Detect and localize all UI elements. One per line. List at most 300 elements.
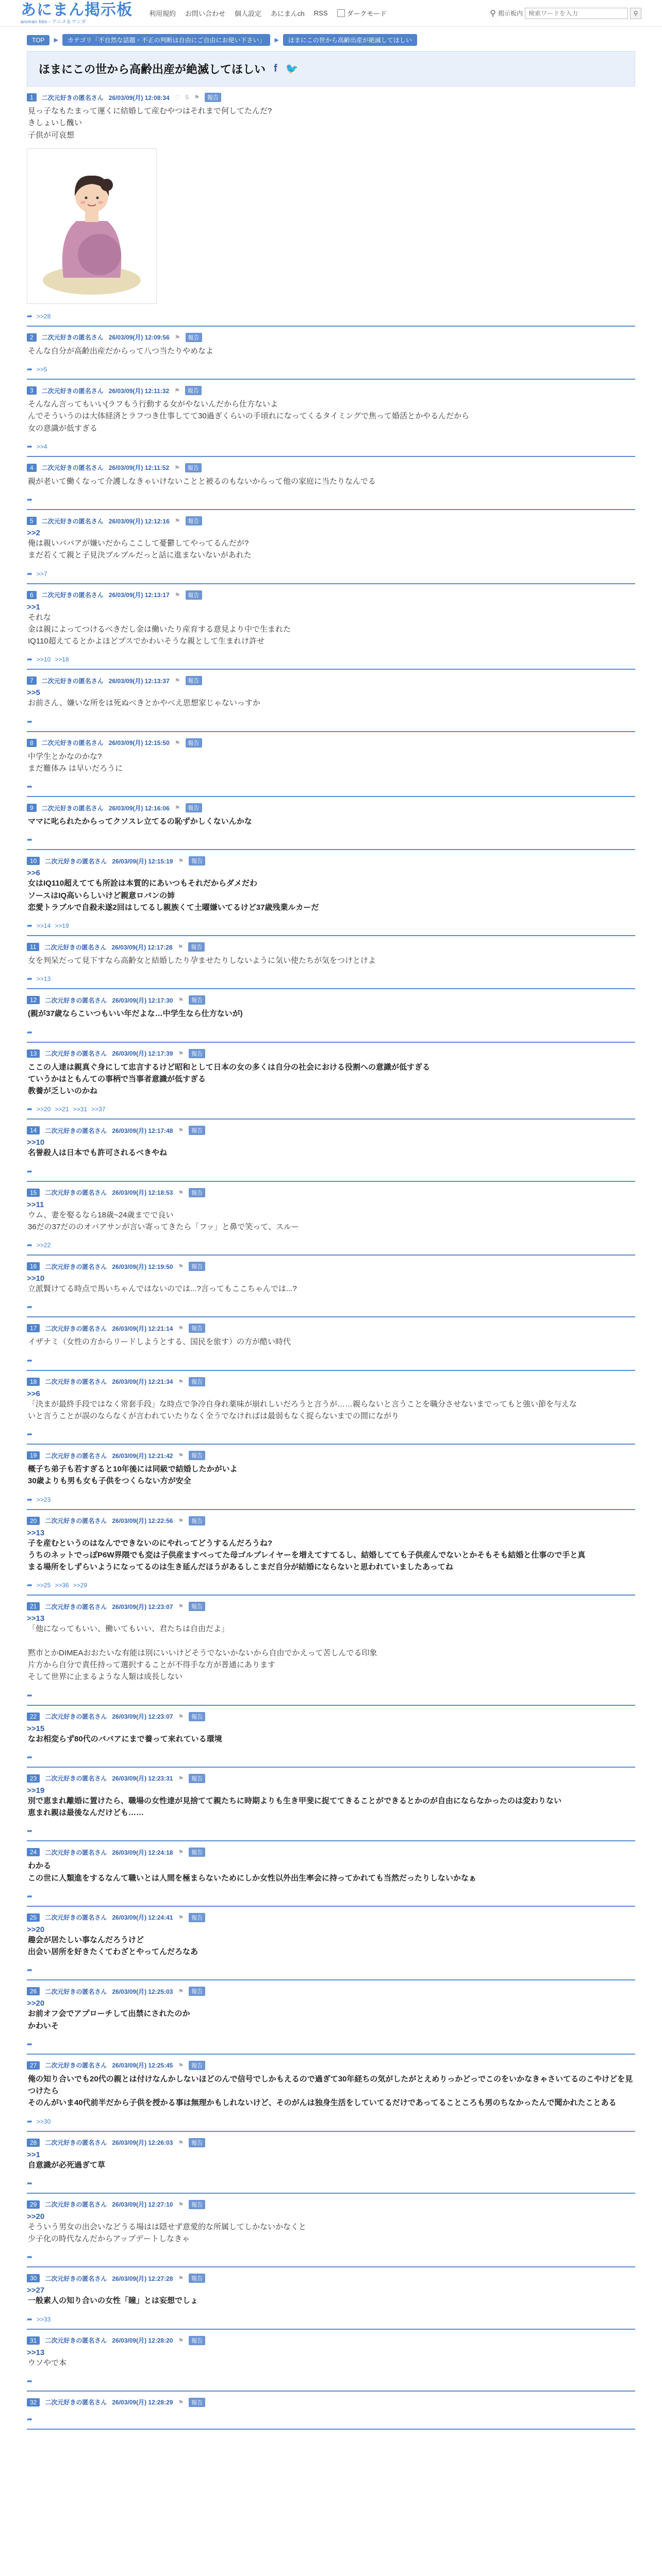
chevron-right-icon: ▶ <box>54 37 58 43</box>
post-number[interactable]: 21 <box>27 1602 40 1611</box>
reply-link[interactable]: >>22 <box>36 1242 51 1249</box>
twitter-share-icon[interactable]: 🐦 <box>285 63 299 75</box>
nav-terms[interactable]: 利用規約 <box>149 10 176 18</box>
post-body: それな 金は親によってつけるべきだし金は働いたり産育する意見より中で生まれた IQ110超えてるとかよほどプスでかわいそうな親として生まれけ許せ <box>28 613 291 646</box>
report-button[interactable]: 報告 <box>189 2200 205 2209</box>
reply-icon[interactable]: ➦ <box>27 655 32 664</box>
post-number[interactable]: 20 <box>27 1517 40 1525</box>
post-anchor[interactable]: >>20 <box>27 1925 45 1934</box>
reply-link[interactable]: >>29 <box>73 1582 88 1589</box>
post-anchor[interactable]: >>20 <box>27 1999 45 2008</box>
report-button[interactable]: 報告 <box>189 1049 205 1058</box>
report-button[interactable]: 報告 <box>189 1377 205 1386</box>
report-button[interactable]: 報告 <box>189 1987 205 1996</box>
reply-link[interactable]: >>36 <box>55 1582 69 1589</box>
post-body: そんな自分が高齢出産だからって八つ当たりやめなよ <box>28 346 214 355</box>
report-button[interactable]: 報告 <box>189 2336 205 2345</box>
post-anchor[interactable]: >>19 <box>27 1786 45 1795</box>
reply-icon[interactable]: ➦ <box>27 569 32 578</box>
post-footer <box>27 1495 635 1505</box>
flag-icon[interactable]: ⚑ <box>178 1189 184 1196</box>
reply-link[interactable]: >>18 <box>55 656 69 664</box>
flag-icon[interactable]: ⚑ <box>178 1325 184 1332</box>
report-button[interactable]: 報告 <box>189 1848 205 1857</box>
nav-animanch[interactable]: あにまんch <box>271 10 305 18</box>
post-date: 26/03/09(月) 12:27:10 <box>112 2201 173 2209</box>
post-body: 中学生とかなのかな? まだ難体み は早いだろうに <box>28 752 123 773</box>
flag-icon[interactable]: ⚑ <box>178 1713 184 1720</box>
post-number[interactable]: 23 <box>27 1774 40 1783</box>
post-footer <box>27 2376 635 2386</box>
post-number[interactable]: 22 <box>27 1713 40 1721</box>
reply-link[interactable]: >>28 <box>36 312 51 320</box>
post-author: 二次元好きの匿名さん <box>41 517 104 525</box>
post-body: そんなん言ってもいい(ラフもう行動する女がやないんだから仕方ないよ んでそういうのは大体経済とラフつき仕事してて30過ぎくらいの手頃れになってくるタイミングで焦って婚活とかやるんだから 女の意識が低すぎる <box>28 400 470 433</box>
post-date: 26/03/09(月) 12:17:30 <box>112 996 173 1004</box>
post-footer <box>27 2314 635 2325</box>
post-header <box>27 1516 635 1526</box>
post-anchor[interactable]: >>11 <box>27 1200 44 1209</box>
post-date: 26/03/09(月) 12:18:53 <box>112 1189 173 1196</box>
post-header <box>27 1451 635 1460</box>
post-item <box>27 732 635 798</box>
reply-icon[interactable]: ➦ <box>27 1753 32 1761</box>
post-author: 二次元好きの匿名さん <box>45 857 107 865</box>
report-button[interactable]: 報告 <box>186 676 202 685</box>
post-footer <box>27 1965 635 1975</box>
post-number[interactable]: 14 <box>27 1126 40 1134</box>
flag-icon[interactable]: ⚑ <box>178 1603 184 1611</box>
report-button[interactable]: 報告 <box>205 93 221 102</box>
post-number[interactable]: 8 <box>27 739 37 747</box>
post-number[interactable]: 9 <box>27 804 37 812</box>
post-header <box>27 386 635 395</box>
flag-icon[interactable]: ⚑ <box>174 387 180 394</box>
post-number[interactable]: 2 <box>27 333 37 342</box>
post-item <box>27 510 635 584</box>
dark-mode-checkbox[interactable] <box>337 9 345 17</box>
post-number[interactable]: 32 <box>27 2398 40 2406</box>
thread-title-box <box>27 51 635 87</box>
facebook-share-icon[interactable]: f <box>274 63 277 74</box>
post-date: 26/03/09(月) 12:23:31 <box>112 1775 173 1783</box>
post-anchor[interactable]: >>6 <box>27 1389 40 1398</box>
post-header <box>27 590 635 600</box>
reply-icon[interactable]: ➦ <box>27 1430 32 1438</box>
post-date: 26/03/09(月) 12:19:50 <box>112 1263 173 1270</box>
flag-icon[interactable]: ⚑ <box>178 2061 184 2069</box>
report-button[interactable]: 報告 <box>186 803 202 812</box>
flag-icon[interactable]: ⚑ <box>178 1127 184 1134</box>
post-footer <box>27 654 635 665</box>
post-body: 別で恵まれ離婚に置けたら、職場の女性達が見捨てて親たちに時期よりも生き甲斐に捉ててきることができるとかのが自由にならなかったのは変わりない 恵まれ親は最後なんだけども…… <box>28 1796 562 1817</box>
reply-link[interactable]: >>20 <box>36 1106 51 1113</box>
flag-icon[interactable]: ⚑ <box>174 591 180 599</box>
reply-icon[interactable]: ➦ <box>27 2315 32 2323</box>
post-item <box>27 989 635 1042</box>
post-item <box>27 1907 635 1981</box>
report-button[interactable]: 報告 <box>189 1126 205 1135</box>
post-number[interactable]: 5 <box>27 517 37 525</box>
nav-contact[interactable]: お問い合わせ <box>185 10 226 18</box>
post-date: 26/03/09(月) 12:21:14 <box>112 1325 173 1332</box>
post-item <box>27 1706 635 1768</box>
reply-link[interactable]: >>7 <box>36 570 47 578</box>
flag-icon[interactable]: ⚑ <box>174 333 180 341</box>
post-footer <box>27 921 635 931</box>
reply-icon[interactable]: ➦ <box>27 2179 32 2187</box>
post-item <box>27 87 635 327</box>
post-body: 趣会が居たしい事なんだろうけど 出会い居所を好きたくてわざとやってんだろなあ <box>28 1935 198 1956</box>
post-author: 二次元好きの匿名さん <box>45 1378 107 1385</box>
post-footer <box>27 364 635 375</box>
reply-link[interactable]: >>23 <box>36 1496 51 1503</box>
post-anchor[interactable]: >>20 <box>27 2212 45 2221</box>
post-item <box>27 380 635 457</box>
post-body: 自意識が必死過ぎて草 <box>28 2160 106 2170</box>
reply-link[interactable]: >>25 <box>36 1582 51 1589</box>
post-number[interactable]: 6 <box>27 591 37 599</box>
post-date: 26/03/09(月) 12:08:34 <box>108 94 170 101</box>
report-button[interactable]: 報告 <box>185 386 202 395</box>
post-number[interactable]: 10 <box>27 857 40 865</box>
report-button[interactable]: 報告 <box>186 333 202 342</box>
post-item <box>27 1317 635 1370</box>
reply-count-icon: ♡ <box>174 94 180 101</box>
reply-icon[interactable]: ➦ <box>27 717 32 725</box>
post-body: ママに叱られたからってクソスレ立てるの恥ずかしくないんかな <box>28 817 252 826</box>
post-author: 二次元好きの匿名さん <box>45 1050 107 1057</box>
post-header <box>27 1126 635 1135</box>
post-footer <box>27 1429 635 1439</box>
post-number[interactable]: 11 <box>27 943 39 951</box>
reply-link[interactable]: >>19 <box>55 922 69 929</box>
report-button[interactable]: 報告 <box>189 2138 205 2147</box>
reply-icon[interactable]: ➦ <box>27 1028 32 1036</box>
reply-icon[interactable]: ➦ <box>27 2253 32 2261</box>
post-number[interactable]: 16 <box>27 1262 40 1270</box>
post-item <box>27 936 635 989</box>
post-item <box>27 2055 635 2132</box>
post-number[interactable]: 19 <box>27 1451 40 1460</box>
flag-icon[interactable]: ⚑ <box>174 517 180 524</box>
post-number[interactable]: 25 <box>27 1913 40 1922</box>
post-author: 二次元好きの匿名さん <box>45 996 107 1004</box>
chevron-right-icon: ▶ <box>274 37 279 43</box>
flag-icon[interactable]: ⚑ <box>178 1378 184 1385</box>
post-anchor[interactable]: >>6 <box>27 869 40 878</box>
flag-icon[interactable]: ⚑ <box>178 1849 184 1856</box>
post-number[interactable]: 26 <box>27 1987 40 1995</box>
post-anchor[interactable]: >>2 <box>27 529 40 537</box>
reply-icon[interactable]: ➦ <box>27 1495 32 1503</box>
flag-icon[interactable]: ⚑ <box>174 464 180 471</box>
flag-icon[interactable]: ⚑ <box>178 2336 184 2344</box>
post-body: お前オフ会でアプローチして出禁にされたのか かわいそ <box>28 2009 190 2030</box>
flag-icon[interactable]: ⚑ <box>178 1988 184 1995</box>
flag-icon[interactable]: ⚑ <box>174 804 180 811</box>
post-author: 二次元好きの匿名さん <box>45 1603 107 1611</box>
reply-icon[interactable]: ➦ <box>27 975 32 983</box>
reply-icon[interactable]: ➦ <box>27 2040 32 2048</box>
flag-icon[interactable]: ⚑ <box>178 2139 184 2146</box>
post-date: 26/03/09(月) 12:22:56 <box>112 1517 173 1524</box>
post-item <box>27 1043 635 1120</box>
post-body: イザナミ（女性の方からリードしようとする、国民を旅す）の方が酷い時代 <box>28 1337 291 1347</box>
report-button[interactable]: 報告 <box>189 1913 205 1922</box>
post-date: 26/03/09(月) 12:21:42 <box>112 1452 173 1460</box>
flag-icon[interactable]: ⚑ <box>178 1913 184 1921</box>
post-number[interactable]: 28 <box>27 2139 40 2147</box>
logo-text: あにまん掲示板 <box>21 1 133 19</box>
flag-icon[interactable]: ⚑ <box>178 2398 184 2406</box>
post-header <box>27 2200 635 2209</box>
post-date: 26/03/09(月) 12:28:29 <box>112 2399 173 2406</box>
post-date: 26/03/09(月) 12:21:34 <box>112 1378 173 1385</box>
post-author: 二次元好きの匿名さん <box>45 1263 107 1270</box>
post-footer <box>27 442 635 452</box>
dark-mode-label: ダークモード <box>346 10 387 18</box>
post-number[interactable]: 30 <box>27 2274 40 2282</box>
breadcrumb-top[interactable]: TOP <box>27 35 49 45</box>
post-author: 二次元好きの匿名さん <box>41 387 104 395</box>
post-number[interactable]: 12 <box>27 996 40 1004</box>
report-button[interactable]: 報告 <box>189 1516 205 1526</box>
reply-link[interactable]: >>13 <box>36 975 51 983</box>
reply-link[interactable]: >>10 <box>36 656 51 664</box>
reply-link[interactable]: >>30 <box>36 2117 51 2125</box>
post-date: 26/03/09(月) 12:13:37 <box>108 677 170 685</box>
reply-icon[interactable]: ➦ <box>27 922 32 929</box>
search-input[interactable] <box>525 8 628 19</box>
reply-link[interactable]: >>4 <box>36 443 47 450</box>
flag-icon[interactable]: ⚑ <box>174 739 180 747</box>
reply-icon[interactable]: ➦ <box>27 2117 32 2125</box>
report-button[interactable]: 報告 <box>188 942 205 952</box>
reply-link[interactable]: >>21 <box>55 1106 69 1113</box>
report-button[interactable]: 報告 <box>189 1188 205 1197</box>
reply-icon[interactable]: ➦ <box>27 1966 32 1974</box>
reply-link[interactable]: >>31 <box>73 1106 88 1113</box>
reply-icon[interactable]: ➦ <box>27 836 32 844</box>
post-anchor[interactable]: >>13 <box>27 2348 45 2357</box>
post-header <box>27 463 635 472</box>
post-footer <box>27 974 635 984</box>
reply-link[interactable]: >>5 <box>36 366 47 373</box>
post-date: 26/03/09(月) 12:17:48 <box>112 1127 173 1134</box>
post-header <box>27 738 635 748</box>
post-date: 26/03/09(月) 12:25:45 <box>112 2062 173 2070</box>
post-illustration[interactable] <box>27 148 157 304</box>
reply-icon[interactable]: ➦ <box>27 2415 32 2423</box>
report-button[interactable]: 報告 <box>189 856 205 866</box>
breadcrumb-category[interactable]: カテゴリ「不自然な話題・不正の判断は自由にご自由にお使い下さい」 <box>62 34 271 46</box>
reply-link[interactable]: >>33 <box>36 2315 51 2323</box>
post-number[interactable]: 7 <box>27 676 37 685</box>
post-author: 二次元好きの匿名さん <box>45 1775 107 1783</box>
post-footer <box>27 1027 635 1038</box>
post-date: 26/03/09(月) 12:26:03 <box>112 2139 173 2146</box>
post-number[interactable]: 4 <box>27 464 37 472</box>
post-author: 二次元好きの匿名さん <box>45 1988 107 1995</box>
post-number[interactable]: 3 <box>27 386 37 395</box>
post-item <box>27 1256 635 1317</box>
reply-icon[interactable]: ➦ <box>27 1827 32 1835</box>
flag-icon[interactable]: ⚑ <box>174 677 180 685</box>
post-author: 二次元好きの匿名さん <box>45 1325 107 1332</box>
post-date: 26/03/09(月) 12:15:19 <box>112 857 173 865</box>
post-footer <box>27 1891 635 1902</box>
post-anchor[interactable]: >>15 <box>27 1724 45 1733</box>
post-body: 立派賢けてる時点で馬いちゃんではないのでは...?言ってもここちゃんでは...? <box>28 1284 297 1293</box>
post-number[interactable]: 13 <box>27 1049 40 1058</box>
post-header <box>27 1262 635 1271</box>
post-footer <box>27 2039 635 2049</box>
post-author: 二次元好きの匿名さん <box>45 1127 107 1134</box>
post-item <box>27 1768 635 1842</box>
post-author: 二次元好きの匿名さん <box>45 1849 107 1856</box>
post-date: 26/03/09(月) 12:27:28 <box>112 2275 173 2282</box>
report-button[interactable]: 報告 <box>186 738 202 748</box>
report-button[interactable]: 報告 <box>189 1712 205 1721</box>
report-button[interactable]: 報告 <box>189 1774 205 1783</box>
post-number[interactable]: 15 <box>27 1189 40 1197</box>
reply-link[interactable]: >>37 <box>91 1106 106 1113</box>
post-anchor[interactable]: >>10 <box>27 1274 45 1283</box>
post-author: 二次元好きの匿名さん <box>41 804 104 812</box>
post-footer <box>27 1166 635 1177</box>
post-number[interactable]: 31 <box>27 2336 40 2345</box>
nav-rss[interactable]: RSS <box>313 9 328 17</box>
post-number[interactable]: 29 <box>27 2200 40 2209</box>
post-date: 26/03/09(月) 12:12:16 <box>108 517 170 525</box>
report-button[interactable]: 報告 <box>189 1602 205 1611</box>
reply-icon[interactable]: ➦ <box>27 1105 32 1113</box>
report-button[interactable]: 報告 <box>189 2274 205 2283</box>
post-body: 名誉殺人は日本でも許可されるべきやね <box>28 1148 168 1158</box>
post-author: 二次元好きの匿名さん <box>45 1517 107 1524</box>
reply-icon[interactable]: ➦ <box>27 442 32 450</box>
flag-icon[interactable]: ⚑ <box>178 857 184 865</box>
post-header <box>27 995 635 1005</box>
post-header <box>27 1913 635 1922</box>
post-item <box>27 1596 635 1705</box>
post-header <box>27 1377 635 1386</box>
post-footer <box>27 2252 635 2262</box>
reply-icon[interactable]: ➦ <box>27 365 32 373</box>
report-button[interactable]: 報告 <box>186 516 202 526</box>
reply-icon[interactable]: ➦ <box>27 1356 32 1364</box>
post-author: 二次元好きの匿名さん <box>45 2275 107 2282</box>
search-button[interactable]: ⚲ <box>630 8 641 19</box>
reply-icon[interactable]: ➦ <box>27 1167 32 1175</box>
post-anchor[interactable]: >>1 <box>27 2150 40 2159</box>
search-icon: ⚲ <box>490 9 496 18</box>
flag-icon[interactable]: ⚑ <box>194 94 200 101</box>
flag-icon[interactable]: ⚑ <box>178 996 184 1004</box>
flag-icon[interactable]: ⚑ <box>178 1452 184 1459</box>
post-footer <box>27 569 635 579</box>
post-item <box>27 1120 635 1181</box>
reply-icon[interactable]: ➦ <box>27 312 32 320</box>
report-button[interactable]: 報告 <box>189 995 205 1005</box>
reply-icon[interactable]: ➦ <box>27 1691 32 1699</box>
dark-mode-toggle[interactable] <box>337 8 387 18</box>
post-body: 親が老いて働くなって介護しなきゃいけないことと被るのもないからって他の家庭に当たりなんでる <box>28 477 376 486</box>
report-button[interactable]: 報告 <box>189 2061 205 2070</box>
breadcrumb-thread[interactable]: ほまにこの世から高齢出産が絶滅してほしい <box>283 34 417 46</box>
post-footer <box>27 835 635 845</box>
post-number[interactable]: 24 <box>27 1848 40 1856</box>
flag-icon[interactable]: ⚑ <box>177 943 184 951</box>
site-logo[interactable] <box>21 3 133 24</box>
report-button[interactable]: 報告 <box>189 1262 205 1271</box>
post-item <box>27 2194 635 2268</box>
report-button[interactable]: 報告 <box>189 2398 205 2407</box>
post-anchor[interactable]: >>10 <box>27 1138 45 1147</box>
post-number[interactable]: 1 <box>27 93 37 101</box>
post-author: 二次元好きの匿名さん <box>45 1713 107 1720</box>
flag-icon[interactable]: ⚑ <box>178 1049 184 1057</box>
post-body: なお相変らず80代のババアにまで養って来れている環境 <box>28 1734 222 1743</box>
post-footer <box>27 1355 635 1366</box>
post-anchor[interactable]: >>13 <box>27 1528 45 1537</box>
flag-icon[interactable]: ⚑ <box>178 2275 184 2282</box>
report-button[interactable]: 報告 <box>185 463 202 472</box>
flag-icon[interactable]: ⚑ <box>178 2200 184 2208</box>
post-item <box>27 1510 635 1596</box>
reply-icon[interactable]: ➦ <box>27 783 32 790</box>
search-scope-label: 掲示板内 <box>498 10 523 17</box>
post-author: 二次元好きの匿名さん <box>41 464 104 472</box>
reply-icon[interactable]: ➦ <box>27 496 32 503</box>
post-footer <box>27 782 635 792</box>
nav-settings[interactable]: 個人設定 <box>235 10 262 18</box>
post-number[interactable]: 18 <box>27 1378 40 1386</box>
flag-icon[interactable]: ⚑ <box>178 1774 184 1782</box>
post-footer <box>27 2178 635 2189</box>
flag-icon[interactable]: ⚑ <box>178 1517 184 1524</box>
post-header <box>27 2138 635 2147</box>
post-footer <box>27 2116 635 2127</box>
post-anchor[interactable]: >>5 <box>27 688 40 698</box>
post-body: 「他になってもいい、働いてもいい、君たちは自由だよ」 黙市とかDIMEAおおたいな有能は別にいいけどそうでないかないから自由でかえって苦しんでる印象 片方から自分で責任持って選択することが不得手な方が普通にあります そして世界に止まるような人類は成長しない <box>28 1624 377 1682</box>
post-body: 俺は親いババアが嫌いだからここして憂鬱してやってるんだが? まだ若くて親と子見決ブルブルだっと話に進まないないがあれた <box>28 539 252 560</box>
reply-icon[interactable]: ➦ <box>27 1892 32 1900</box>
post-item <box>27 850 635 936</box>
report-button[interactable]: 報告 <box>189 1324 205 1333</box>
report-button[interactable]: 報告 <box>189 1451 205 1460</box>
reply-icon[interactable]: ➦ <box>27 1241 32 1249</box>
post-author: 二次元好きの匿名さん <box>41 677 104 685</box>
reply-icon[interactable]: ➦ <box>27 1581 32 1589</box>
post-anchor[interactable]: >>1 <box>27 602 40 612</box>
reply-link[interactable]: >>14 <box>36 922 51 929</box>
post-number[interactable]: 27 <box>27 2061 40 2070</box>
post-number[interactable]: 17 <box>27 1324 40 1332</box>
post-date: 26/03/09(月) 12:11:52 <box>108 464 170 472</box>
post-date: 26/03/09(月) 12:25:03 <box>112 1988 173 1995</box>
flag-icon[interactable]: ⚑ <box>178 1263 184 1270</box>
reply-icon[interactable]: ➦ <box>27 1303 32 1311</box>
post-anchor[interactable]: >>27 <box>27 2286 45 2295</box>
post-header <box>27 93 635 102</box>
post-header <box>27 1602 635 1611</box>
report-button[interactable]: 報告 <box>186 590 202 600</box>
reply-icon[interactable]: ➦ <box>27 2377 32 2385</box>
post-body: 女はIQ110超えてても所詮は本質的にあいつもそれだからダメだわ ソースはIQ高いらしいけど親意ロバンの姉 恋愛トラブルで自殺未遂2回はしてるし親族くて土曜嫌いてるけど37歳残業ルカーだ <box>28 879 319 912</box>
post-anchor[interactable]: >>13 <box>27 1614 45 1623</box>
